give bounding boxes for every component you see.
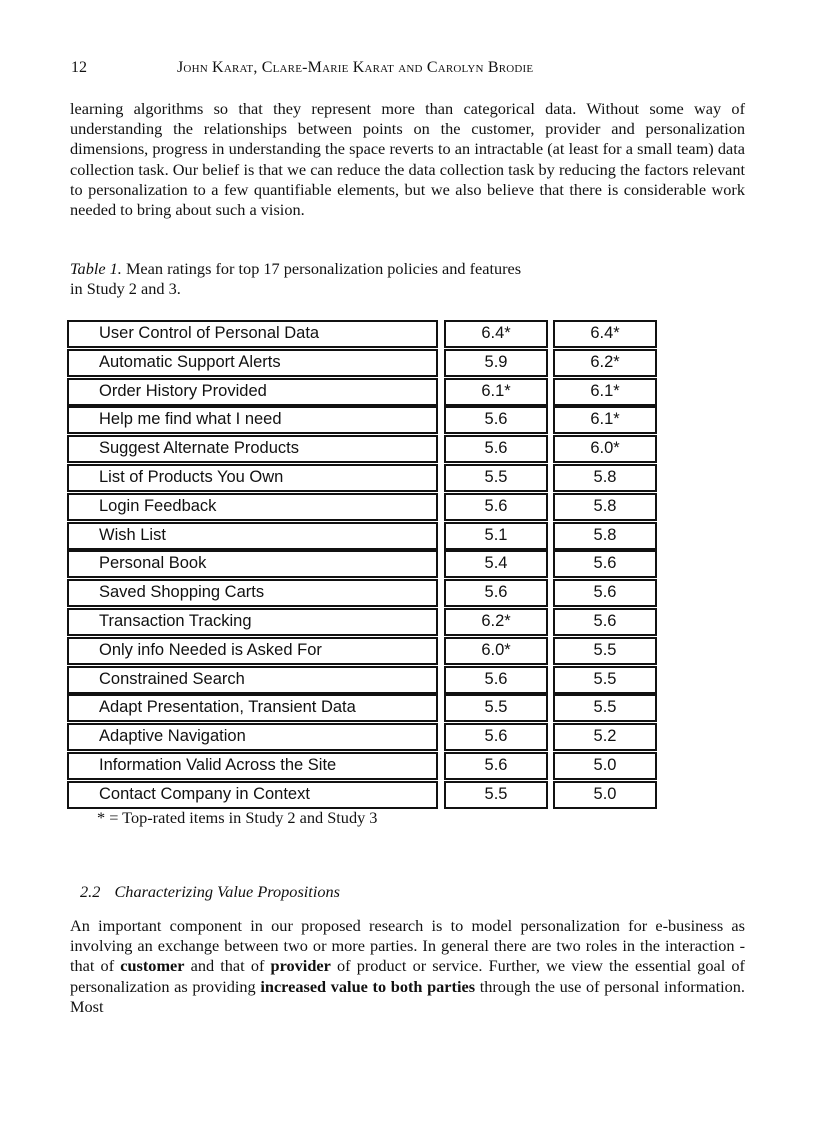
table-cell-study2-text: 5.6	[484, 439, 508, 458]
table-cell-study2	[444, 349, 548, 377]
table-row	[67, 493, 657, 522]
table-cell-study2-text: 5.6	[484, 727, 508, 746]
table-row	[67, 550, 657, 579]
table-cell-study2	[444, 781, 548, 809]
ratings-table	[67, 320, 657, 810]
table-cell-study2-text: 5.1	[484, 525, 508, 544]
table-cell-study3	[553, 666, 657, 694]
table-cell-study3-text: 5.6	[593, 611, 617, 630]
table-cell-item-text: Automatic Support Alerts	[99, 352, 281, 371]
table-cell-study3	[553, 493, 657, 521]
table-cell-study2	[444, 608, 548, 636]
table-footnote: * = Top-rated items in Study 2 and Study 3	[97, 808, 378, 827]
table-cell-study3-text: 6.0*	[590, 439, 620, 458]
table-cell-study2	[444, 522, 548, 550]
table-cell-study2	[444, 723, 548, 751]
table-cell-study3	[553, 464, 657, 492]
table-cell-study3	[553, 435, 657, 463]
table-cell-study3	[553, 406, 657, 434]
paragraph2-text-1: An important component in our proposed research is to model personalization for e-business as involving an exchange between two or more parties. In general there are two roles in the interaction - that of	[70, 916, 745, 976]
table-cell-item	[67, 608, 438, 636]
paragraph2-text-2: and that of	[184, 956, 271, 976]
table-cell-study3	[553, 752, 657, 780]
table-cell-study2-text: 5.9	[484, 352, 508, 371]
table-cell-study2-text: 5.6	[484, 410, 508, 429]
table-cell-item-text: Contact Company in Context	[99, 784, 310, 803]
table-cell-study2	[444, 406, 548, 434]
table-cell-study2-text: 6.2*	[481, 611, 511, 630]
table-cell-item	[67, 694, 438, 722]
table-cell-item	[67, 493, 438, 521]
paragraph2-text-4: through the use of personal information. Most	[70, 976, 745, 1016]
table-cell-study2	[444, 694, 548, 722]
table-cell-item-text: Information Valid Across the Site	[99, 755, 337, 774]
table-cell-study3	[553, 522, 657, 550]
table-cell-item	[67, 349, 438, 377]
table-cell-study3	[553, 637, 657, 665]
table-cell-study3	[553, 694, 657, 722]
table-cell-study3	[553, 349, 657, 377]
section-heading	[80, 882, 340, 902]
body-paragraph-1: learning algorithms so that they represent more than categorical data. Without some way of understanding the relationships between points on the customer, provider and personalization dimensions, progress in understanding the space reverts to an intractable (at least for a small team) data collection task. Our belief is that we can reduce the data collection task by reducing the factors relevant to personalization to a few quantifiable elements, but we also believe that there is considerable work needed to bring about such a vision.	[70, 99, 745, 220]
table-row	[67, 694, 657, 723]
table-cell-item	[67, 464, 438, 492]
body-paragraph-2	[70, 916, 745, 1017]
table-cell-study3-text: 6.2*	[590, 352, 620, 371]
table-cell-study3-text: 5.0	[593, 784, 617, 803]
page-header	[71, 59, 751, 81]
table-cell-study2	[444, 579, 548, 607]
table-cell-study2-text: 5.5	[484, 698, 508, 717]
table-cell-study3-text: 5.2	[593, 727, 617, 746]
table-caption-label: Table 1.	[70, 259, 122, 278]
table-cell-item	[67, 550, 438, 578]
table-cell-item-text: Transaction Tracking	[99, 611, 252, 630]
table-row	[67, 406, 657, 435]
table-cell-study3-text: 5.5	[593, 640, 617, 659]
table-caption-text-line2: in Study 2 and 3.	[70, 279, 181, 298]
table-cell-study2-text: 6.0*	[481, 640, 511, 659]
table-cell-item-text: Only info Needed is Asked For	[99, 640, 322, 659]
table-row	[67, 752, 657, 781]
section-title: Characterizing Value Propositions	[114, 882, 340, 901]
table-cell-study3-text: 5.8	[593, 496, 617, 515]
table-row	[67, 637, 657, 666]
table-cell-study3	[553, 781, 657, 809]
table-cell-study3	[553, 320, 657, 348]
table-cell-study2	[444, 752, 548, 780]
paragraph2-bold-value: increased value to both parties	[260, 976, 476, 996]
table-cell-study3-text: 5.6	[593, 554, 617, 573]
table-cell-item-text: Saved Shopping Carts	[99, 583, 265, 602]
table-cell-study2	[444, 464, 548, 492]
table-cell-study2	[444, 493, 548, 521]
paragraph2-bold-customer: customer	[120, 956, 185, 976]
page-number: 12	[71, 59, 87, 76]
table-cell-study2-text: 5.5	[484, 784, 508, 803]
table-cell-study2-text: 5.6	[484, 755, 508, 774]
table-cell-study2	[444, 378, 548, 406]
table-cell-item-text: Help me find what I need	[99, 410, 282, 429]
table-cell-item-text: Wish List	[99, 525, 166, 544]
paragraph2-text-3: of product or service. Further, we view the essential goal of personalization as providing	[70, 956, 745, 996]
table-cell-study3-text: 5.0	[593, 755, 617, 774]
table-cell-item	[67, 406, 438, 434]
table-cell-item	[67, 781, 438, 809]
table-row	[67, 781, 657, 810]
table-row	[67, 723, 657, 752]
table-cell-study3-text: 6.4*	[590, 324, 620, 342]
table-cell-study2-text: 5.5	[484, 467, 508, 486]
table-cell-item-text: User Control of Personal Data	[99, 324, 320, 342]
table-cell-study2-text: 5.6	[484, 583, 508, 602]
table-cell-study3	[553, 550, 657, 578]
table-cell-study2	[444, 320, 548, 348]
table-cell-item	[67, 752, 438, 780]
table-cell-item	[67, 378, 438, 406]
table-cell-study3-text: 5.5	[593, 698, 617, 717]
table-cell-study3-text: 6.1*	[590, 410, 620, 429]
table-cell-study2	[444, 637, 548, 665]
table-cell-study3	[553, 723, 657, 751]
table-cell-item	[67, 579, 438, 607]
table-cell-study2-text: 5.4	[484, 554, 508, 573]
paragraph2-bold-provider: provider	[270, 956, 331, 976]
table-caption	[70, 259, 670, 299]
table-cell-study3	[553, 608, 657, 636]
table-cell-study3-text: 5.8	[593, 467, 617, 486]
table-row	[67, 378, 657, 407]
table-row	[67, 464, 657, 493]
table-cell-item-text: Adapt Presentation, Transient Data	[99, 698, 356, 717]
table-cell-study2-text: 6.1*	[481, 381, 511, 400]
table-row	[67, 435, 657, 464]
table-row	[67, 320, 657, 349]
table-cell-item	[67, 723, 438, 751]
table-row	[67, 579, 657, 608]
table-cell-item-text: Suggest Alternate Products	[99, 439, 299, 458]
table-cell-study3-text: 5.5	[593, 669, 617, 688]
table-cell-study3-text: 6.1*	[590, 381, 620, 400]
table-cell-study2-text: 5.6	[484, 669, 508, 688]
table-cell-item-text: Constrained Search	[99, 669, 245, 688]
running-head: John Karat, Clare-Marie Karat and Carolyn Brodie	[177, 59, 534, 76]
table-cell-study2-text: 6.4*	[481, 324, 511, 342]
table-cell-study3	[553, 579, 657, 607]
table-cell-item-text: Login Feedback	[99, 496, 217, 515]
table-cell-item	[67, 666, 438, 694]
table-caption-text: Mean ratings for top 17 personalization policies and features	[125, 259, 522, 278]
table-row	[67, 608, 657, 637]
table-row	[67, 666, 657, 695]
table-cell-item-text: Personal Book	[99, 554, 207, 573]
table-cell-study2	[444, 435, 548, 463]
section-number: 2.2	[80, 882, 101, 901]
table-row	[67, 349, 657, 378]
table-cell-study3-text: 5.8	[593, 525, 617, 544]
table-cell-item	[67, 435, 438, 463]
table-cell-study3-text: 5.6	[593, 583, 617, 602]
table-cell-item-text: List of Products You Own	[99, 467, 284, 486]
table-cell-item	[67, 637, 438, 665]
table-row	[67, 522, 657, 551]
table-cell-study2-text: 5.6	[484, 496, 508, 515]
table-cell-item-text: Order History Provided	[99, 381, 267, 400]
table-cell-item-text: Adaptive Navigation	[99, 727, 246, 746]
table-cell-item	[67, 522, 438, 550]
table-cell-study2	[444, 550, 548, 578]
table-cell-study2	[444, 666, 548, 694]
table-cell-study3	[553, 378, 657, 406]
table-cell-item	[67, 320, 438, 348]
